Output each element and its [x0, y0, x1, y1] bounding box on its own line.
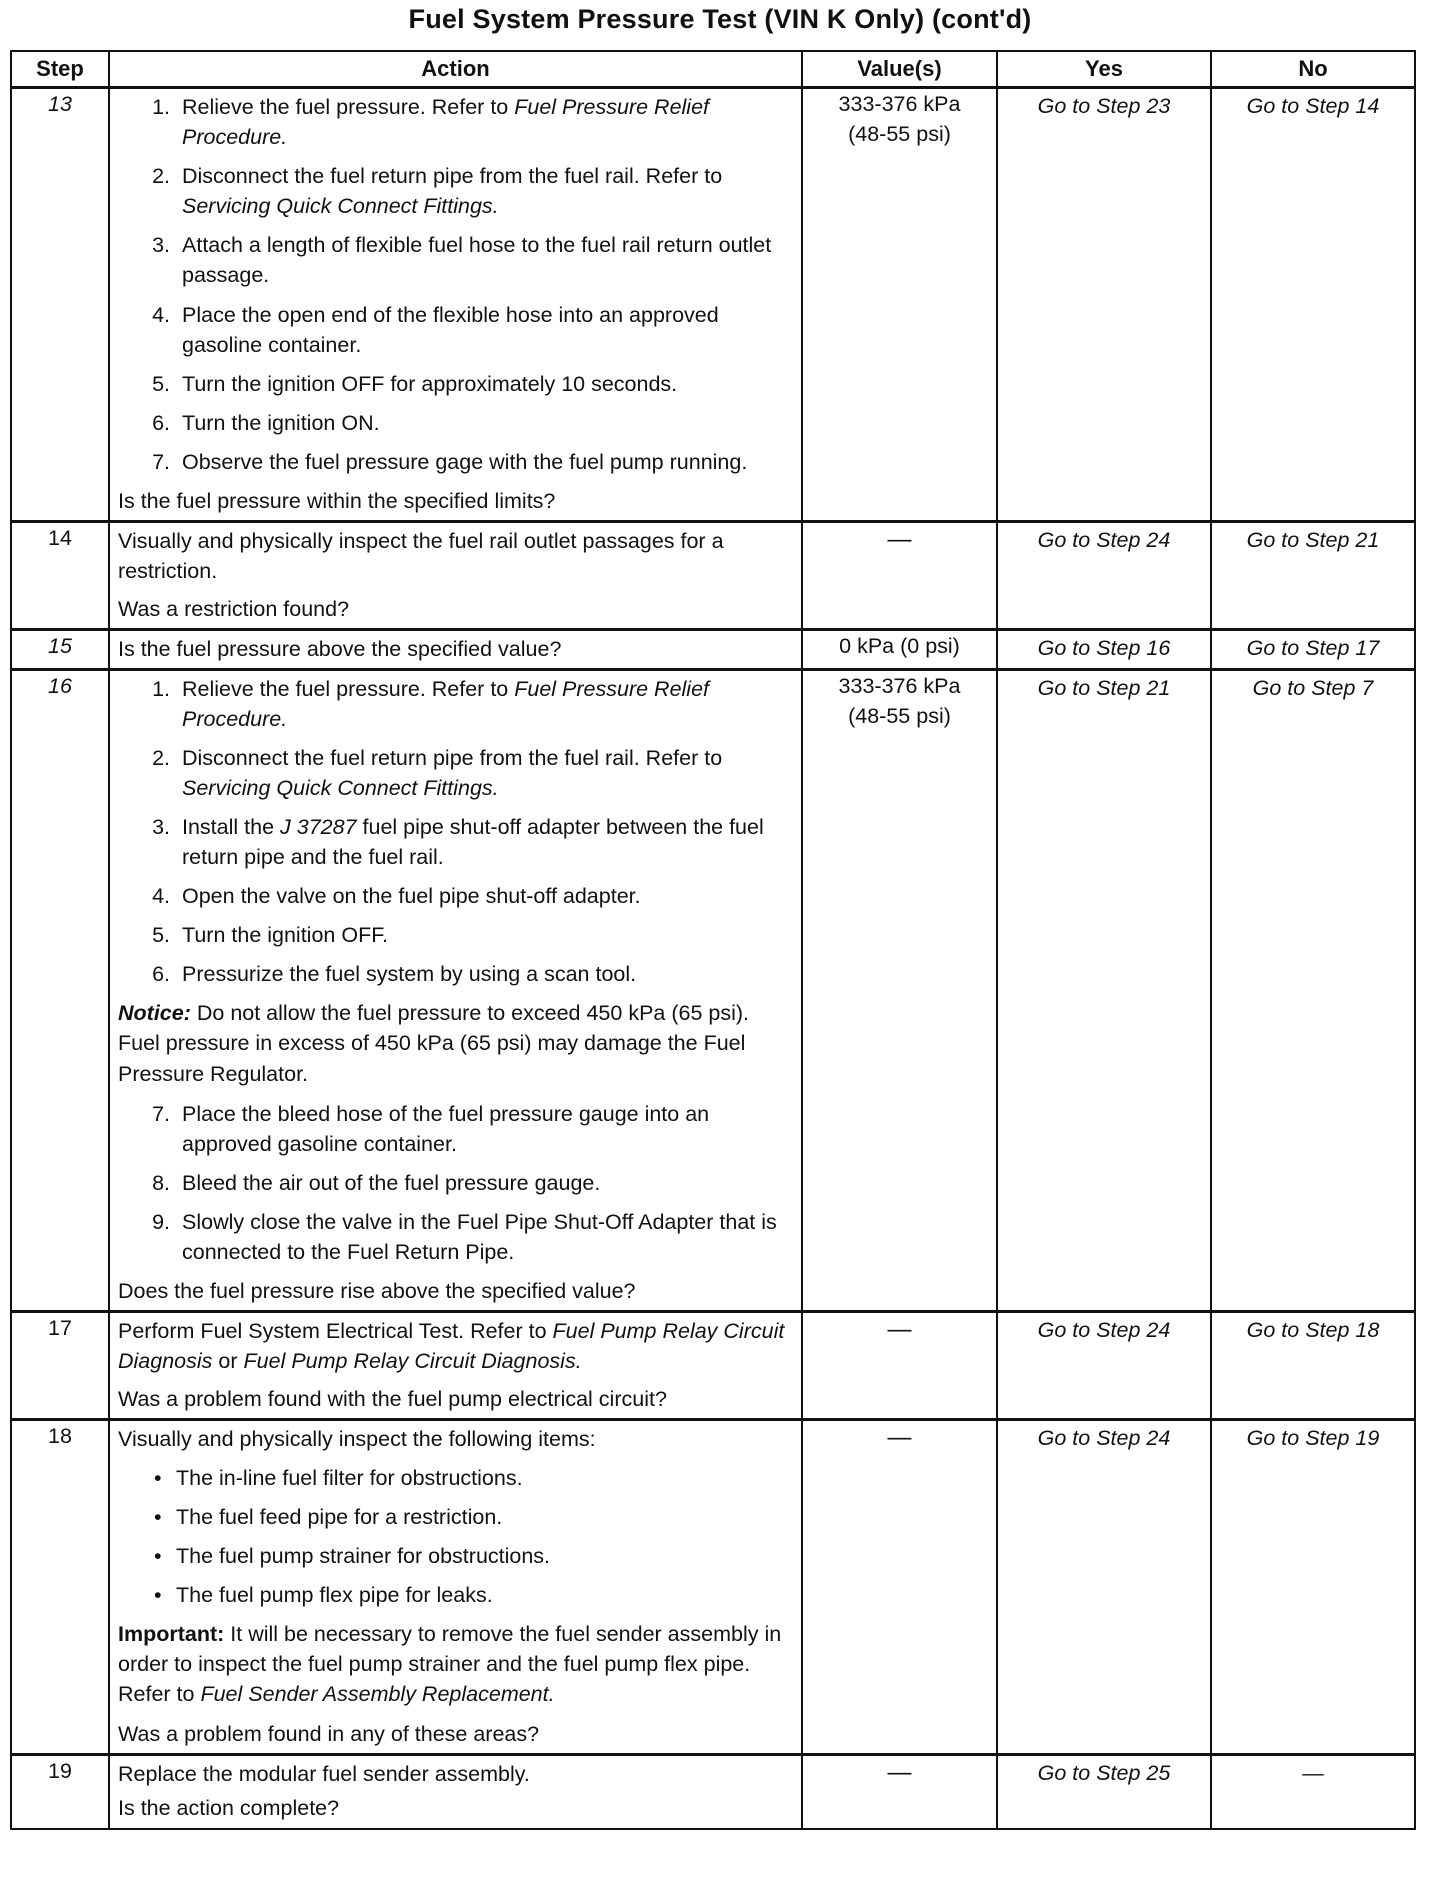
action-step: 1. Relieve the fuel pressure. Refer to Fuel Pressure Relief Procedure. [176, 92, 795, 152]
reference-link: Fuel Pump Relay Circuit Diagnosis [118, 1319, 785, 1374]
no-cell [1211, 1755, 1415, 1829]
reference-link: Fuel Pressure Relief Procedure. [182, 95, 710, 150]
action-step-list [118, 92, 795, 477]
yes-cell [997, 1312, 1211, 1420]
action-question: Does the fuel pressure rise above the specified value? [118, 1279, 636, 1304]
value-psi: (48-55 psi) [848, 703, 951, 728]
yes-cell [997, 630, 1211, 669]
action-step: 6. Turn the ignition ON. [176, 408, 795, 438]
action-text: Visually and physically inspect the following items: [118, 1427, 596, 1452]
action-step-list [118, 1099, 795, 1267]
yes-cell [997, 88, 1211, 522]
no-cell [1211, 630, 1415, 669]
tool-reference: J 37287 [280, 814, 357, 839]
action-cell [109, 630, 802, 669]
reference-link: Servicing Quick Connect Fittings. [182, 194, 499, 219]
action-step: 7. Observe the fuel pressure gage with the fuel pump running. [176, 447, 795, 477]
action-step: 4. Place the open end of the flexible hose into an approved gasoline container. [176, 300, 795, 360]
step-number: 16 [11, 669, 109, 1312]
table-row-step-17 [11, 1312, 1415, 1420]
no-goto: Go to Step 21 [1246, 528, 1380, 553]
no-goto: Go to Step 19 [1246, 1426, 1380, 1451]
action-question: Was a problem found in any of these areas? [118, 1722, 540, 1747]
action-cell [109, 1312, 802, 1420]
notice-block [118, 998, 795, 1088]
header-action: Action [109, 51, 802, 88]
inspection-item: • The fuel pump strainer for obstructions. [176, 1541, 795, 1571]
yes-goto: Go to Step 21 [1037, 675, 1171, 700]
action-step: 3. Attach a length of flexible fuel hose to the fuel rail return outlet passage. [176, 230, 795, 290]
action-text: Visually and physically inspect the fuel rail outlet passages for a restriction. [118, 529, 724, 584]
inspection-item-list [118, 1463, 795, 1610]
value-cell: 0 kPa (0 psi) [802, 630, 997, 669]
value-cell: — [802, 1420, 997, 1755]
no-goto: — [1302, 1761, 1324, 1786]
yes-goto: Go to Step 16 [1037, 636, 1171, 661]
yes-cell [997, 669, 1211, 1312]
action-step: 5. Turn the ignition OFF for approximately 10 seconds. [176, 369, 795, 399]
no-goto: Go to Step 18 [1246, 1318, 1380, 1343]
action-text: Perform Fuel System Electrical Test. Refer to Fuel Pump Relay Circuit Diagnosis or Fuel Pump Relay Circuit Diagnosis. [118, 1319, 785, 1374]
action-step: 3. Install the J 37287 fuel pipe shut-off adapter between the fuel return pipe and the fuel rail. [176, 812, 795, 872]
action-step: 5. Turn the ignition OFF. [176, 920, 795, 950]
no-goto: Go to Step 7 [1252, 675, 1374, 700]
action-step: 9. Slowly close the valve in the Fuel Pipe Shut-Off Adapter that is connected to the Fuel Return Pipe. [176, 1207, 795, 1267]
table-row-step-18 [11, 1420, 1415, 1755]
action-step: 2. Disconnect the fuel return pipe from the fuel rail. Refer to Servicing Quick Connect Fittings. [176, 161, 795, 221]
notice-text: Do not allow the fuel pressure to exceed 450 kPa (65 psi). Fuel pressure in excess of 450 kPa (65 psi) may damage the Fuel Pressure Regulator. [118, 1001, 750, 1086]
header-no: No [1211, 51, 1415, 88]
value-kpa: 333-376 kPa [838, 92, 961, 116]
no-cell [1211, 1420, 1415, 1755]
yes-cell [997, 522, 1211, 630]
action-step: 6. Pressurize the fuel system by using a scan tool. [176, 959, 795, 989]
reference-link: Servicing Quick Connect Fittings. [182, 775, 499, 800]
header-step: Step [11, 51, 109, 88]
header-yes: Yes [997, 51, 1211, 88]
yes-goto: Go to Step 24 [1037, 1318, 1171, 1343]
yes-goto: Go to Step 25 [1037, 1761, 1171, 1786]
step-number: 18 [11, 1420, 109, 1755]
yes-cell [997, 1755, 1211, 1829]
no-goto: Go to Step 17 [1246, 636, 1380, 661]
action-step: 7. Place the bleed hose of the fuel pressure gauge into an approved gasoline container. [176, 1099, 795, 1159]
yes-goto: Go to Step 23 [1037, 94, 1171, 118]
value-kpa: 333-376 kPa [838, 673, 961, 698]
action-cell [109, 1755, 802, 1829]
reference-link: Fuel Sender Assembly Replacement. [200, 1682, 555, 1707]
action-step: 4. Open the valve on the fuel pipe shut-off adapter. [176, 881, 795, 911]
yes-cell [997, 1420, 1211, 1755]
yes-goto: Go to Step 24 [1037, 528, 1171, 553]
reference-link: Fuel Pressure Relief Procedure. [182, 676, 710, 731]
no-cell [1211, 669, 1415, 1312]
no-cell [1211, 88, 1415, 522]
step-number: 14 [11, 522, 109, 630]
action-text: Replace the modular fuel sender assembly. [118, 1762, 530, 1787]
page-title: Fuel System Pressure Test (VIN K Only) (cont'd) [408, 4, 1032, 34]
value-cell [802, 669, 997, 1312]
inspection-item: • The in-line fuel filter for obstructions. [176, 1463, 795, 1493]
value-cell: — [802, 522, 997, 630]
value-psi: (48-55 psi) [848, 122, 951, 147]
action-cell [109, 522, 802, 630]
table-row-step-15 [11, 630, 1415, 669]
inspection-item: • The fuel pump flex pipe for leaks. [176, 1580, 795, 1610]
step-number: 17 [11, 1312, 109, 1420]
step-number: 15 [11, 630, 109, 669]
action-question: Is the fuel pressure within the specified limits? [118, 489, 556, 514]
value-cell: — [802, 1312, 997, 1420]
table-row-step-19 [11, 1755, 1415, 1829]
table-row-step-16 [11, 669, 1415, 1312]
step-number: 19 [11, 1755, 109, 1829]
action-step: 1. Relieve the fuel pressure. Refer to Fuel Pressure Relief Procedure. [176, 674, 795, 734]
yes-goto: Go to Step 24 [1037, 1426, 1171, 1451]
table-row-step-13 [11, 88, 1415, 522]
diagnostic-table [10, 50, 1416, 1830]
action-question: Is the fuel pressure above the specified value? [118, 637, 562, 662]
header-value: Value(s) [802, 51, 997, 88]
step-number: 13 [11, 88, 109, 522]
important-block: Important: It will be necessary to remove the fuel sender assembly in order to inspect the fuel pump strainer and the fuel pump flex pipe. Refer to Fuel Sender Assembly Replacement. [118, 1621, 782, 1707]
action-step: 2. Disconnect the fuel return pipe from the fuel rail. Refer to Servicing Quick Connect Fittings. [176, 743, 795, 803]
important-label: Important: [118, 1621, 225, 1646]
value-cell [802, 88, 997, 522]
header-row [11, 51, 1415, 88]
no-cell [1211, 522, 1415, 630]
action-step-list [118, 674, 795, 990]
notice-label: Notice: [118, 1001, 191, 1026]
action-cell [109, 669, 802, 1312]
value-cell: — [802, 1755, 997, 1829]
action-step: 8. Bleed the air out of the fuel pressure gauge. [176, 1168, 795, 1198]
action-cell [109, 88, 802, 522]
action-question: Was a problem found with the fuel pump electrical circuit? [118, 1387, 667, 1412]
inspection-item: • The fuel feed pipe for a restriction. [176, 1502, 795, 1532]
table-row-step-14 [11, 522, 1415, 630]
action-question: Is the action complete? [118, 1796, 340, 1821]
action-question: Was a restriction found? [118, 597, 350, 622]
no-goto: Go to Step 14 [1246, 94, 1380, 118]
no-cell [1211, 1312, 1415, 1420]
reference-link: Fuel Pump Relay Circuit Diagnosis. [243, 1349, 582, 1374]
action-cell [109, 1420, 802, 1755]
